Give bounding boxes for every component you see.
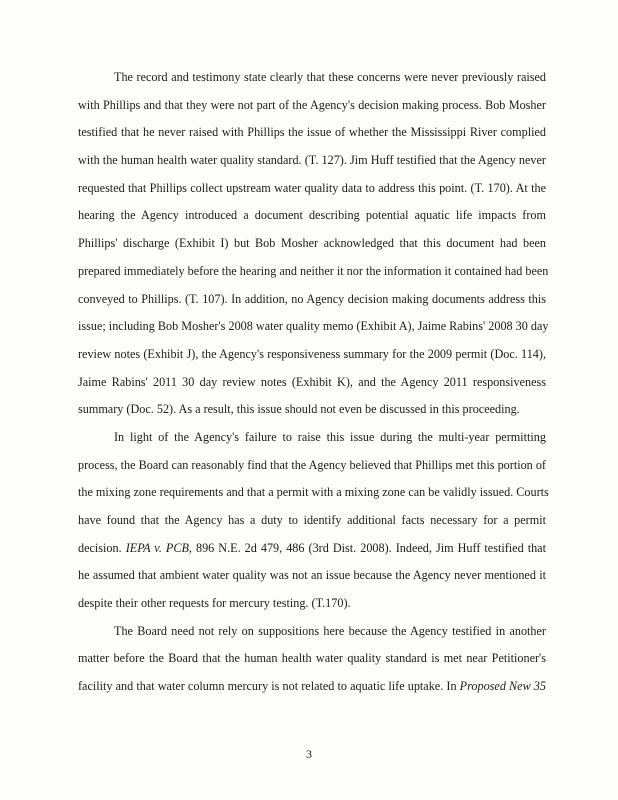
- page-number: 3: [306, 747, 312, 761]
- text-line: review notes (Exhibit J), the Agency's responsiveness summary for the 2009 permit (Doc. 114),: [78, 346, 546, 361]
- citation-line: [78, 535, 546, 563]
- text-line: he assumed that ambient water quality was not an issue because the Agency never mentioned it: [78, 568, 546, 583]
- text-line: testified that he never raised with Phillips the issue of whether the Mississippi River complied: [78, 125, 546, 140]
- final-line: [78, 673, 546, 701]
- text-line: despite their other requests for mercury testing. (T.170).: [78, 596, 351, 611]
- text-line: The record and testimony state clearly that these concerns were never previously raised: [114, 70, 546, 84]
- proceeding-title: Proposed New 35: [459, 679, 546, 694]
- final-prefix: facility and that water column mercury is not related to aquatic life uptake. In: [78, 679, 460, 694]
- text-line: prepared immediately before the hearing and neither it nor the information it contained had been: [78, 263, 549, 278]
- case-name: IEPA v. PCB: [125, 540, 189, 555]
- text-line: Phillips' discharge (Exhibit I) but Bob Mosher acknowledged that this document had been: [78, 236, 546, 251]
- citation-prefix: decision.: [78, 540, 126, 555]
- text-line: matter before the Board that the human health water quality standard is met near Petitioner's: [78, 651, 546, 666]
- text-line: have found that the Agency has a duty to identify additional facts necessary for a permit: [78, 513, 546, 527]
- citation-rest: , 896 N.E. 2d 479, 486 (3rd Dist. 2008). Indeed, Jim Huff testified that: [188, 540, 546, 555]
- text-line: the mixing zone requirements and that a permit with a mixing zone can be validly issued. Courts: [78, 485, 549, 500]
- text-line: Jaime Rabins' 2011 30 day review notes (Exhibit K), and the Agency 2011 responsiveness: [78, 374, 546, 389]
- text-line: hearing the Agency introduced a document describing potential aquatic life impacts from: [78, 208, 546, 223]
- text-line: In light of the Agency's failure to raise this issue during the multi-year permitting: [114, 429, 546, 444]
- text-line: requested that Phillips collect upstream water quality data to address this point. (T. 170). At the: [78, 180, 546, 195]
- text-line: process, the Board can reasonably find that the Agency believed that Phillips met this portion of: [78, 457, 546, 472]
- text-line: with the human health water quality standard. (T. 127). Jim Huff testified that the Agency never: [78, 153, 546, 168]
- text-line: The Board need not rely on suppositions here because the Agency testified in another: [114, 623, 546, 638]
- paragraph-3: [78, 618, 546, 701]
- paragraph-2: [78, 424, 549, 618]
- body-text: [78, 64, 549, 701]
- text-line: with Phillips and that they were not part of the Agency's decision making process. Bob Mosher: [78, 97, 546, 112]
- text-line: summary (Doc. 52). As a result, this issue should not even be discussed in this proceeding.: [78, 402, 520, 417]
- text-line: issue; including Bob Mosher's 2008 water quality memo (Exhibit A), Jaime Rabins' 2008 30 day: [78, 319, 549, 334]
- text-line: conveyed to Phillips. (T. 107). In addition, no Agency decision making documents address this: [78, 291, 546, 306]
- paragraph-1: [78, 64, 549, 424]
